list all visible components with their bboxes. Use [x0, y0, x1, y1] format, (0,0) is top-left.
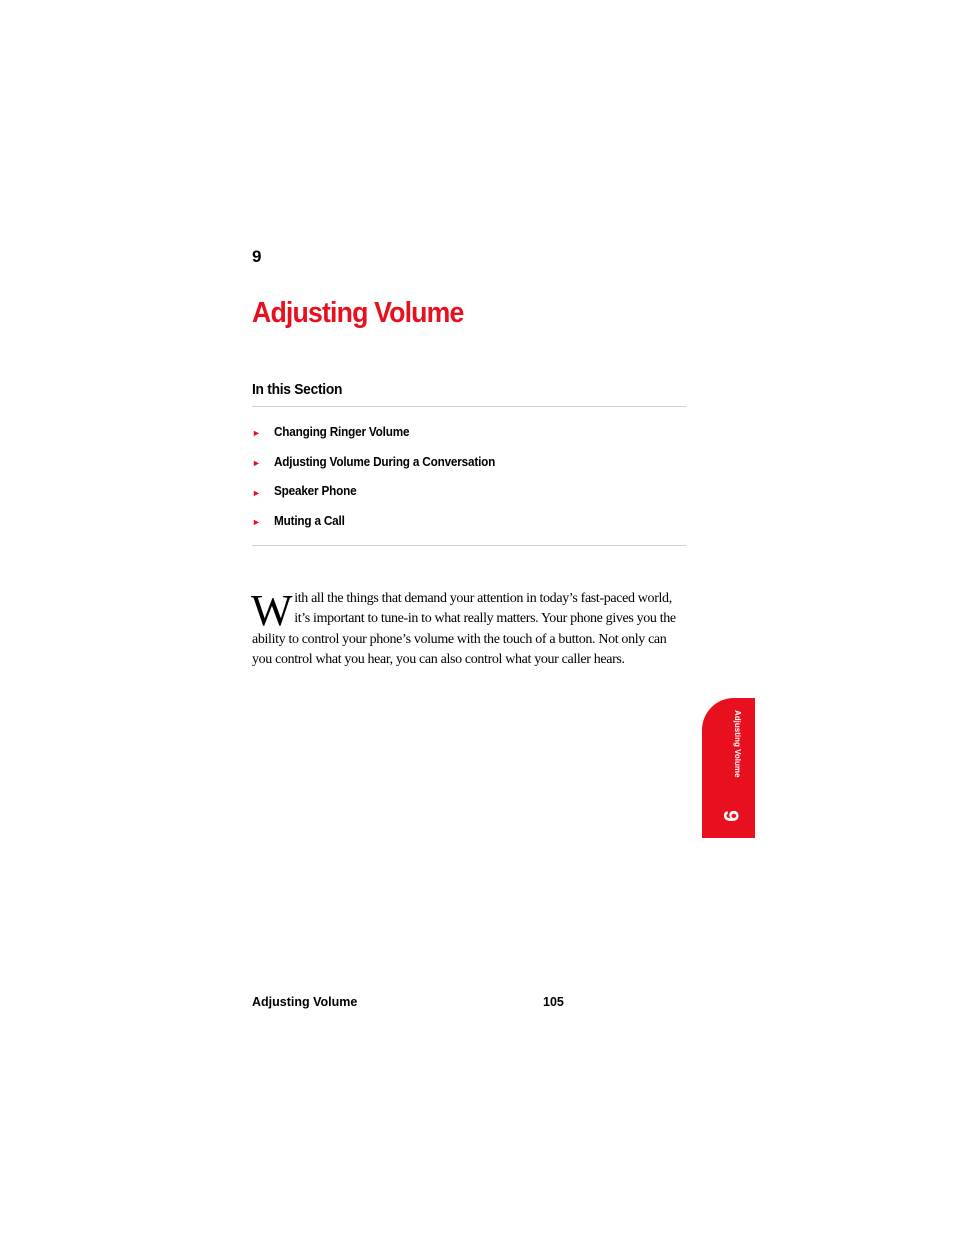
intro-paragraph	[251, 586, 686, 671]
toc-item-label: Changing Ringer Volume	[274, 424, 410, 439]
footer-title: Adjusting Volume	[252, 995, 358, 1009]
in-this-section-heading: In this Section	[252, 381, 343, 398]
toc-item[interactable]	[252, 447, 509, 477]
chapter-number: 9	[252, 247, 262, 266]
side-tab-number: 9	[718, 810, 742, 822]
footer-page-number: 105	[543, 995, 564, 1009]
chapter-side-tab[interactable]	[702, 698, 755, 838]
toc-item-label: Speaker Phone	[274, 484, 357, 499]
toc-item[interactable]	[252, 417, 509, 447]
toc-item[interactable]	[252, 506, 509, 536]
triangle-bullet-icon: ►	[252, 428, 261, 439]
intro-text: ith all the things that demand your attention in today’s fast-paced world, it’s important to tune-in to what really matters. Your phone gives you the ability to control your phone’s volume with the touch of a button. Not only can you control what you hear, you can also control what your caller hears.	[252, 591, 676, 668]
toc-item[interactable]	[252, 476, 509, 506]
section-divider-bottom	[252, 545, 686, 546]
side-tab-label: Adjusting Volume	[733, 710, 742, 778]
triangle-bullet-icon: ►	[252, 458, 261, 469]
toc-item-label: Muting a Call	[274, 513, 345, 528]
drop-cap: W	[251, 586, 293, 635]
chapter-title: Adjusting Volume	[252, 297, 464, 329]
section-toc-list	[252, 417, 509, 536]
triangle-bullet-icon: ►	[252, 487, 261, 498]
toc-item-label: Adjusting Volume During a Conversation	[274, 454, 496, 469]
triangle-bullet-icon: ►	[252, 517, 261, 528]
section-divider-top	[252, 406, 686, 407]
